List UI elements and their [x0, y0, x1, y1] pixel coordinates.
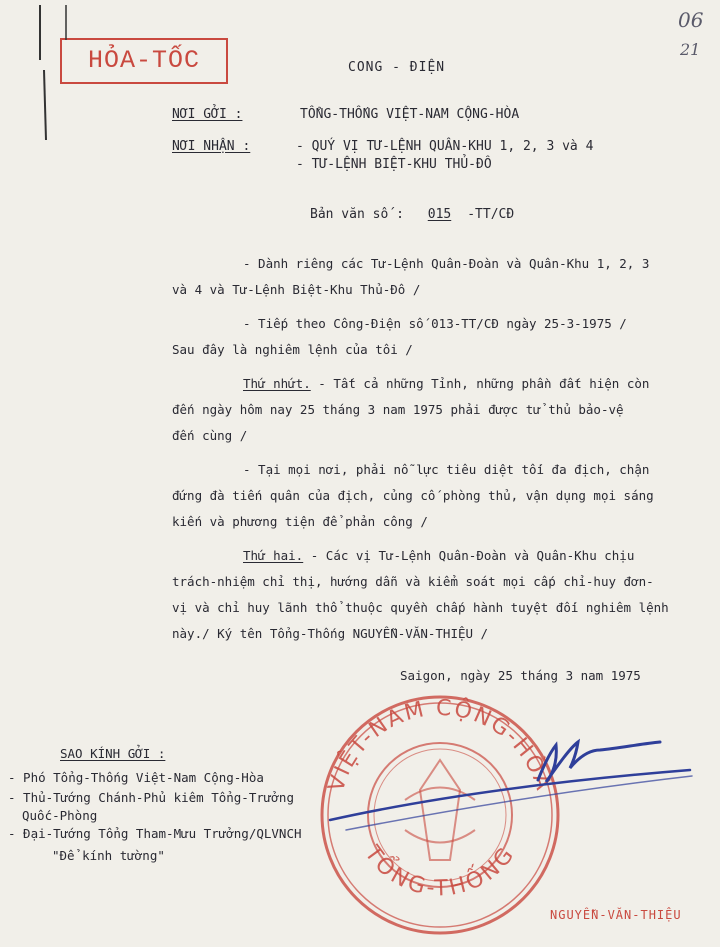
signer-name-stamp: NGUYỄN-VĂN-THIỆU — [550, 908, 682, 922]
document-title: CONG - ĐIỆN — [348, 60, 446, 75]
body-line-8: - Tại mọi nơi, phải nỗ lực tiêu diệt tối đa địch, chận — [243, 462, 650, 477]
copy-line-3: Quốc-Phòng — [22, 808, 98, 823]
copy-line-4: - Đại-Tướng Tổng Tham-Mưu Trưởng/QLVNCH — [8, 826, 302, 841]
body-line-12: trách-nhiệm chỉ thị, hướng dẫn và kiểm soát mọi cấp chỉ-huy đơn- — [172, 574, 654, 589]
body-line-7: đến cùng / — [172, 428, 248, 443]
from-value: TỔNG-THỐNG VIỆT-NAM CỘNG-HÒA — [300, 107, 520, 122]
signature-icon — [300, 720, 710, 840]
copy-line-1: - Phó Tổng-Thống Việt-Nam Cộng-Hòa — [8, 770, 264, 785]
to-label: NƠI NHẬN : — [172, 139, 251, 154]
to-line-1: - QUÝ VỊ TƯ-LỆNH QUÂN-KHU 1, 2, 3 và 4 — [296, 139, 594, 154]
svg-text:TỔNG-THỐNG — [359, 841, 521, 902]
binder-marks — [30, 0, 70, 160]
body-line-10: kiến và phương tiện để phản công / — [172, 514, 428, 529]
date-line: Saigon, ngày 25 tháng 3 nam 1975 — [400, 668, 641, 683]
body-line-9: đứng đà tiến quân của địch, củng cố phòng thủ, vận dụng mọi sáng — [172, 488, 654, 503]
page-mark-1: 06 — [678, 8, 704, 32]
first-point-line — [243, 376, 649, 391]
body-line-13: vị và chỉ huy lãnh thổ thuộc quyền chấp hành tuyệt đối nghiêm lệnh — [172, 600, 669, 615]
second-label: Thứ hai. — [243, 548, 304, 563]
copies-title: SAO KÍNH GỞI : — [60, 746, 166, 761]
reference-label: Bản văn số : — [310, 207, 404, 222]
from-label: NƠI GỞI : — [172, 107, 243, 122]
seal-text-top: VIỆT-NAM CỘNG-HÒA — [323, 695, 557, 795]
body-line-4: Sau đây là nghiêm lệnh của tôi / — [172, 342, 413, 357]
reference-number: 015 — [427, 207, 452, 222]
copy-line-5: "Để kính tường" — [52, 848, 165, 863]
copy-line-2: - Thủ-Tướng Chánh-Phủ kiêm Tổng-Trưởng — [8, 790, 294, 805]
body-line-5: - Tất cả những Tỉnh, những phần đất hiện còn — [318, 376, 650, 391]
body-line-11: - Các vị Tư-Lệnh Quân-Đoàn và Quân-Khu chịu — [310, 548, 635, 563]
body-line-2: và 4 và Tư-Lệnh Biệt-Khu Thủ-Đô / — [172, 282, 421, 297]
second-point-line — [243, 548, 634, 563]
page-mark-2: 21 — [680, 40, 701, 59]
first-label: Thứ nhứt. — [243, 376, 311, 391]
seal-text-bottom: TỔNG-THỐNG — [359, 841, 521, 902]
to-line-2: - TƯ-LỆNH BIỆT-KHU THỦ-ĐÔ — [296, 157, 492, 172]
body-line-6: đến ngày hôm nay 25 tháng 3 nam 1975 phải được tử thủ bảo-vệ — [172, 402, 624, 417]
body-line-14: này./ Ký tên Tổng-Thống NGUYỄN-VĂN-THIỆU / — [172, 626, 489, 641]
body-line-1: - Dành riêng các Tư-Lệnh Quân-Đoàn và Quân-Khu 1, 2, 3 — [243, 256, 650, 271]
urgent-stamp: HỎA-TỐC — [60, 38, 228, 84]
reference-suffix: -TT/CĐ — [467, 207, 515, 222]
body-line-3: - Tiếp theo Công-Điện số 013-TT/CĐ ngày 25-3-1975 / — [243, 316, 627, 331]
reference-line — [310, 207, 514, 222]
